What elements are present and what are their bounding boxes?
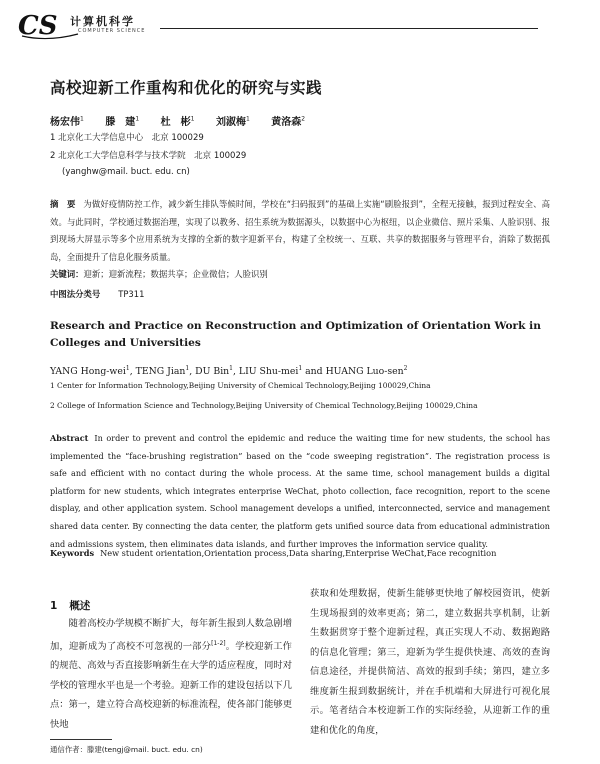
author-en: HUANG Luo-sen$^2$: [325, 365, 408, 378]
keywords-cn-label: 关键词：: [50, 269, 84, 279]
clc-number: [50, 288, 144, 300]
keywords-cn-text: 迎新；迎新流程；数据共享；企业微信；人脸识别: [83, 269, 268, 279]
affiliation-cn: 2 北京化工大学信息科学与技术学院 北京 100029: [50, 151, 247, 161]
section-title: 概述: [69, 600, 91, 612]
author-en: TENG Jian$^1$: [135, 365, 190, 378]
header-rule: [160, 28, 538, 29]
logo-mark: CS: [18, 12, 58, 40]
abstract-cn: [50, 196, 550, 266]
journal-name-cn: 计算机科学: [70, 15, 135, 28]
section-number: 1: [50, 600, 58, 612]
body-column-left: 随着高校办学规模不断扩大，每年新生报到人数急剧增加，迎新成为了高校不可忽视的一部分[1-2]。学校迎新工作的规范、高效与否直接影响新生在大学的适应程度，同时对学校的管理水平也是一个考验。迎新工作的建设包括以下几点：第一，建立符合高校迎新的标准流程，使各部门能够更快地: [50, 618, 292, 730]
citation: [1-2]: [211, 639, 226, 647]
author-cn: 黄洛森$^2$: [271, 115, 306, 128]
clc-value: TP311: [118, 289, 145, 299]
footnote: 通信作者：滕建(tengj@mail. buct. edu. cn): [50, 745, 203, 754]
affiliation-en: 1 Center for Information Technology,Beijing University of Chemical Technology,Beijing 100029,China: [50, 381, 431, 390]
author-cn: 刘淑梅$^1$: [215, 115, 250, 128]
author-email: (yanghw@mail. buct. edu. cn): [62, 167, 190, 177]
abstract-cn-label: 摘 要: [50, 199, 76, 209]
keywords-en: [50, 548, 496, 558]
author-list-en: YANG Hong-wei$^1$, TENG Jian$^1$, DU Bin$^1$, LIU Shu-mei$^1$ and HUANG Luo-sen$^2$: [50, 365, 408, 378]
abstract-en-label: Abstract: [50, 433, 89, 443]
paper-title-cn: 高校迎新工作重构和优化的研究与实践: [50, 79, 323, 97]
keywords-en-label: Keywords: [50, 548, 95, 558]
author-list-cn: [50, 113, 323, 128]
author-cn: 滕 建$^1$: [105, 115, 140, 128]
body-column-right: 获取和处理数据，使新生能够更快地了解校园资讯，使新生现场报到的效率更高；第二，建立数据共享机制，让新生数据贯穿于整个迎新过程，真正实现人不动、数据跑路的信息化管理；第三，迎新为学生提供快速、高效的查询信息途径，并提供简洁、高效的报到手续；第四，建立多维度新生报到数据统计，并在手机端和大屏进行可视化展示。笔者结合本校迎新工作的实际经验，从迎新工作的重建和优化的角度，: [310, 588, 550, 736]
author-en: YANG Hong-wei$^1$: [50, 365, 130, 378]
keywords-cn: [50, 268, 268, 280]
section-heading: [50, 598, 90, 613]
clc-label: 中图法分类号: [50, 289, 101, 299]
paper-title-en: Research and Practice on Reconstruction and Optimization of Orientation Work in Colleges and Universities: [50, 320, 541, 349]
footnote-rule: [50, 739, 112, 740]
abstract-cn-text: 为做好疫情防控工作，减少新生排队等候时间，学校在“扫码报到”的基础上实施“刷脸报到”，全程无接触，报到过程安全、高效。与此同时，学校通过数据治理，实现了以教务、招生系统为数据源头，以数据中心为枢纽，以企业微信、照片采集、人脸识别、报到现场大屏显示等多个应用系统为支撑的全新的数字迎新平台，构建了全校统一、互联、共享的数据服务与管理平台，消除了数据孤岛，全面提升了信息化服务质量。: [50, 199, 551, 262]
journal-name-en: COMPUTER SCIENCE: [78, 28, 146, 34]
affiliation-cn: 1 北京化工大学信息中心 北京 100029: [50, 133, 204, 143]
author-cn: 杨宏伟$^1$: [50, 115, 84, 128]
author-cn: 杜 彬$^1$: [160, 115, 195, 128]
keywords-en-text: New student orientation,Orientation process,Data sharing,Enterprise WeChat,Face recognition: [100, 548, 497, 558]
affiliation-en: 2 College of Information Science and Technology,Beijing University of Chemical Technology,Beijing 100029,China: [50, 401, 478, 410]
author-en: DU Bin$^1$: [195, 365, 233, 378]
abstract-en: [50, 430, 550, 553]
abstract-en-text: In order to prevent and control the epidemic and reduce the waiting time for new students, the school has implemented the “face-brushing registration” based on the “code sweeping registration”. The registration process is safe and efficient with no contact during the whole process. At the same time, school management builds a digital platform for new students, which integrates enterprise WeChat, photo collection, face recognition, report to the scene display, and other application system. School management develops a unified, interconnected, service and management shared data center. By connecting the data center, the platform gets unified source data from educational administration and admissions system, then eliminates data islands, and further improves the information service quality.: [50, 433, 550, 549]
author-en: LIU Shu-mei$^1$: [238, 365, 303, 378]
